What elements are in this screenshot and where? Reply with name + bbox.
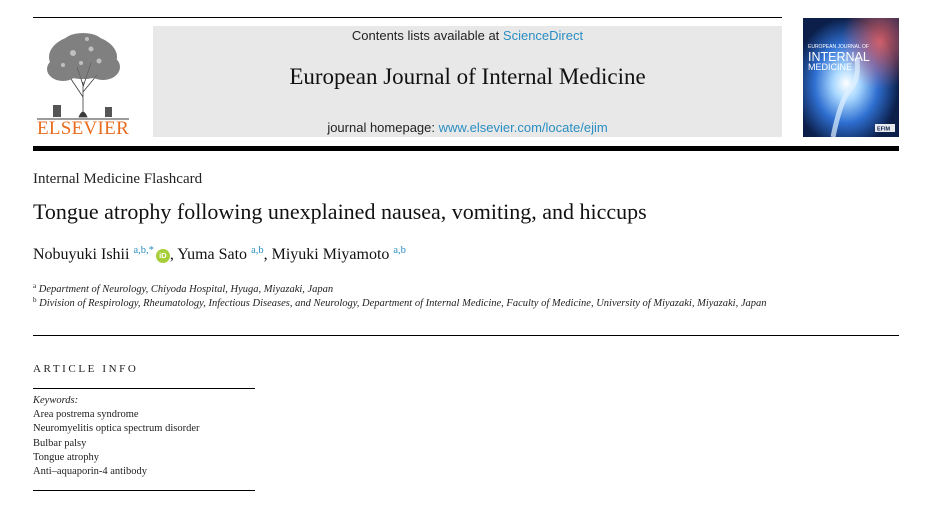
- cover-line3: MEDICINE: [808, 62, 853, 72]
- keyword-item: Tongue atrophy: [33, 451, 100, 463]
- affiliation-mark: a: [33, 282, 37, 290]
- article-info-heading: ARTICLE INFO: [33, 363, 139, 375]
- author-name[interactable]: Yuma Sato: [177, 246, 248, 263]
- article-title: Tongue atrophy following unexplained nausea, vomiting, and hiccups: [33, 199, 647, 224]
- journal-title: European Journal of Internal Medicine: [289, 64, 646, 89]
- cover-line1: EUROPEAN JOURNAL OF: [808, 44, 869, 50]
- contents-line: [153, 28, 782, 43]
- contents-prefix: Contents lists available at: [351, 28, 503, 43]
- author-superscript[interactable]: a,b: [251, 245, 264, 256]
- keywords-bottom-rule: [33, 490, 255, 491]
- orcid-icon[interactable]: iD: [156, 249, 170, 263]
- affiliation-text: Department of Neurology, Chiyoda Hospital, Hyuga, Miyazaki, Japan: [38, 284, 334, 295]
- affiliation-mark: b: [33, 296, 37, 304]
- keyword-item: Bulbar palsy: [33, 437, 87, 449]
- keywords-label: Keywords:: [33, 395, 79, 406]
- section-label: Internal Medicine Flashcard: [33, 171, 203, 187]
- author-list: Nobuyuki Ishii $^{a,b,*}$ iD , Yuma Sato $^{a,b}$, Miyuki Miyamoto $^{a,b}$: [33, 245, 406, 263]
- author-name[interactable]: Miyuki Miyamoto: [271, 246, 390, 263]
- homepage-prefix: journal homepage:: [327, 120, 439, 135]
- affiliation-text: Division of Respirology, Rheumatology, Infectious Diseases, and Neurology, Department of Internal Medicine, Faculty of Medicine, University of Miyazaki, Miyazaki, Japan: [39, 298, 767, 309]
- affiliation-b: [33, 293, 793, 311]
- author-superscript[interactable]: a,b: [393, 245, 406, 256]
- header-rule: [33, 146, 899, 151]
- elsevier-wordmark: ELSEVIER: [36, 118, 130, 139]
- journal-cover-image[interactable]: [803, 18, 899, 137]
- sciencedirect-link[interactable]: ScienceDirect: [502, 28, 584, 43]
- journal-homepage-link[interactable]: www.elsevier.com/locate/ejim: [438, 120, 608, 135]
- author-superscript[interactable]: a,b,*: [133, 245, 154, 256]
- keyword-item: Anti–aquaporin-4 antibody: [33, 466, 148, 478]
- keyword-item: Area postrema syndrome: [33, 409, 139, 420]
- keyword-list: [33, 408, 200, 479]
- keyword-item: Neuromyelitis optica spectrum disorder: [33, 423, 200, 435]
- homepage-line: [153, 120, 782, 135]
- cover-line2: INTERNAL: [808, 50, 870, 64]
- top-rule: [33, 17, 782, 18]
- cover-badge: EFIM: [877, 126, 891, 133]
- keywords-top-rule: [33, 388, 255, 389]
- section-divider: [33, 335, 899, 336]
- author-name[interactable]: Nobuyuki Ishii: [33, 246, 130, 263]
